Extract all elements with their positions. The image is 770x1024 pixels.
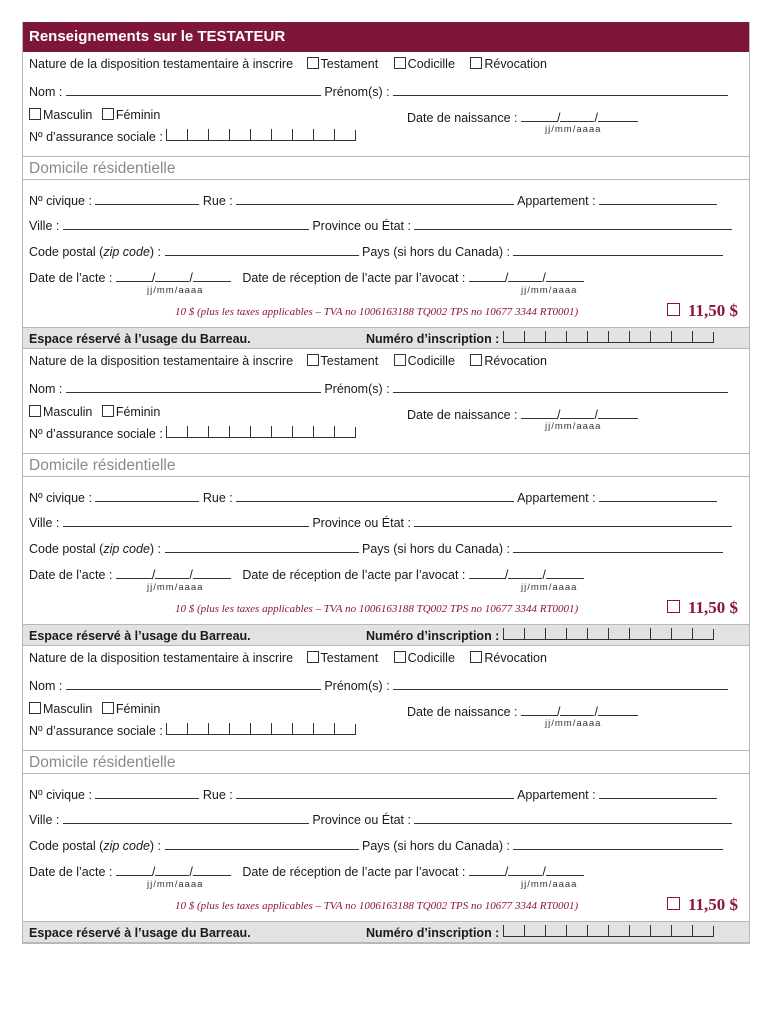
price-label: 11,50 $ (688, 895, 739, 914)
act-dates-row: Date de l’acte : / / Date de réception de l’acte par l’avocat : / / (29, 268, 749, 285)
postal-row (29, 539, 749, 556)
postal-row (29, 836, 749, 853)
prenom-label: Prénom(s) : (324, 679, 390, 693)
reserved-bar (23, 921, 749, 943)
inscription-group (366, 328, 714, 350)
naissance-label: Date de naissance : (407, 111, 518, 125)
naissance-month[interactable] (560, 702, 594, 716)
zip-code-label: zip code (103, 245, 150, 259)
civique-label: Nº civique : (29, 491, 92, 505)
rue-label: Rue : (202, 491, 233, 505)
acte-day[interactable] (116, 268, 152, 282)
fee-checkbox[interactable] (667, 897, 680, 910)
ville-label: Ville : (29, 219, 60, 233)
city-row (29, 810, 749, 827)
inscription-field[interactable] (503, 629, 714, 643)
pays-label: Pays (si hors du Canada) : (362, 245, 510, 259)
feminin-label: Féminin (115, 108, 161, 122)
nature-label: Nature de la disposition testamentaire à inscrire (29, 57, 294, 71)
naissance-group: Date de naissance : / / (407, 702, 638, 719)
ville-label: Ville : (29, 813, 60, 827)
date-acte-label: Date de l’acte : (29, 865, 113, 879)
date-acte-label: Date de l’acte : (29, 271, 113, 285)
nom-label: Nom : (29, 679, 63, 693)
naissance-month[interactable] (560, 108, 594, 122)
fee-checkbox[interactable] (667, 303, 680, 316)
appartement-field[interactable] (599, 488, 717, 502)
price-label: 11,50 $ (688, 301, 739, 320)
reception-day[interactable] (469, 565, 505, 579)
nas-field[interactable] (166, 724, 356, 738)
ville-field[interactable] (63, 216, 309, 230)
province-label: Province ou État : (312, 516, 411, 530)
code-postal-suffix: ) : (149, 245, 162, 259)
naissance-year[interactable] (598, 405, 638, 419)
masculin-checkbox[interactable] (29, 108, 41, 120)
testament-checkbox[interactable] (307, 651, 319, 663)
inscription-label: Numéro d’inscription : (366, 629, 500, 643)
pays-field[interactable] (513, 539, 723, 553)
naissance-label: Date de naissance : (407, 705, 518, 719)
codicille-checkbox[interactable] (394, 57, 406, 69)
reception-year[interactable] (546, 268, 584, 282)
inscription-group (366, 922, 714, 944)
nas-field[interactable] (166, 130, 356, 144)
reception-hint: jj/mm/aaaa (521, 879, 578, 890)
act-dates-row: Date de l’acte : / / Date de réception de l’acte par l’avocat : / / (29, 565, 749, 582)
nom-field[interactable] (66, 379, 321, 393)
testator-section-2 (23, 349, 749, 646)
naissance-day[interactable] (521, 405, 557, 419)
pays-label: Pays (si hors du Canada) : (362, 542, 510, 556)
date-reception-label: Date de réception de l’acte par l’avocat : (242, 568, 466, 582)
province-label: Province ou État : (312, 813, 411, 827)
rue-field[interactable] (236, 488, 514, 502)
pays-field[interactable] (513, 836, 723, 850)
nas-row (29, 129, 749, 144)
civique-label: Nº civique : (29, 194, 92, 208)
pays-label: Pays (si hors du Canada) : (362, 839, 510, 853)
fee-note: 10 $ (plus les taxes applicables – TVA no 1006163188 TQ002 TPS no 10677 3344 RT0001) (175, 900, 579, 912)
testament-label: Testament (320, 354, 379, 368)
reception-month[interactable] (508, 565, 542, 579)
nature-label: Nature de la disposition testamentaire à inscrire (29, 651, 294, 665)
zip-code-label: zip code (103, 839, 150, 853)
reception-month[interactable] (508, 862, 542, 876)
reception-hint: jj/mm/aaaa (521, 582, 578, 593)
nom-field[interactable] (66, 676, 321, 690)
code-postal-field[interactable] (165, 836, 359, 850)
civique-label: Nº civique : (29, 788, 92, 802)
rue-label: Rue : (202, 788, 233, 802)
code-postal-suffix: ) : (149, 542, 162, 556)
naissance-day[interactable] (521, 702, 557, 716)
act-dates-row: Date de l’acte : / / Date de réception de l’acte par l’avocat : / / (29, 862, 749, 879)
testament-checkbox[interactable] (307, 354, 319, 366)
date-reception-label: Date de réception de l’acte par l’avocat : (242, 865, 466, 879)
price (667, 895, 738, 915)
address-row (29, 785, 749, 802)
postal-row (29, 242, 749, 259)
rue-label: Rue : (202, 194, 233, 208)
testament-label: Testament (320, 57, 379, 71)
testator-section-1 (23, 52, 749, 349)
province-field[interactable] (414, 216, 732, 230)
pays-field[interactable] (513, 242, 723, 256)
testator-section-3 (23, 646, 749, 943)
price-label: 11,50 $ (688, 598, 739, 617)
reserved-label: Espace réservé à l’usage du Barreau. (29, 629, 251, 643)
city-row (29, 216, 749, 233)
name-row (29, 379, 749, 396)
naissance-day[interactable] (521, 108, 557, 122)
testament-checkbox[interactable] (307, 57, 319, 69)
nature-row (29, 354, 749, 368)
revocation-checkbox[interactable] (470, 57, 482, 69)
reception-month[interactable] (508, 268, 542, 282)
nas-label: Nº d’assurance sociale : (29, 724, 163, 738)
appartement-field[interactable] (599, 785, 717, 799)
sex-row (29, 108, 749, 125)
codicille-label: Codicille (407, 651, 455, 665)
appartement-label: Appartement : (517, 491, 596, 505)
prenom-field[interactable] (393, 676, 728, 690)
nature-row (29, 651, 749, 665)
masculin-label: Masculin (43, 405, 93, 419)
date-reception-label: Date de réception de l’acte par l’avocat : (242, 271, 466, 285)
code-postal-label: Code postal ( (29, 245, 104, 259)
masculin-label: Masculin (43, 108, 93, 122)
codicille-label: Codicille (407, 354, 455, 368)
rue-field[interactable] (236, 785, 514, 799)
prenom-field[interactable] (393, 82, 728, 96)
inscription-label: Numéro d’inscription : (366, 332, 500, 346)
codicille-checkbox[interactable] (394, 651, 406, 663)
price (667, 301, 738, 321)
appartement-field[interactable] (599, 191, 717, 205)
province-field[interactable] (414, 810, 732, 824)
name-row (29, 82, 749, 99)
reserved-bar (23, 327, 749, 349)
naissance-year[interactable] (598, 702, 638, 716)
masculin-checkbox[interactable] (29, 702, 41, 714)
naissance-group: Date de naissance : / / (407, 405, 638, 422)
reserved-bar (23, 624, 749, 646)
naissance-hint: jj/mm/aaaa (545, 124, 602, 135)
inscription-field[interactable] (503, 926, 714, 940)
appartement-label: Appartement : (517, 788, 596, 802)
feminin-checkbox[interactable] (102, 405, 114, 417)
acte-hint: jj/mm/aaaa (147, 285, 204, 296)
acte-hint: jj/mm/aaaa (147, 582, 204, 593)
form-header: Renseignements sur le TESTATEUR (23, 22, 749, 52)
acte-hint: jj/mm/aaaa (147, 879, 204, 890)
reserved-label: Espace réservé à l’usage du Barreau. (29, 926, 251, 940)
nas-label: Nº d’assurance sociale : (29, 427, 163, 441)
sex-row (29, 702, 749, 719)
nom-field[interactable] (66, 82, 321, 96)
reception-year[interactable] (546, 862, 584, 876)
domicile-heading: Domicile résidentielle (23, 453, 749, 477)
codicille-label: Codicille (407, 57, 455, 71)
city-row (29, 513, 749, 530)
domicile-heading: Domicile résidentielle (23, 156, 749, 180)
address-row (29, 191, 749, 208)
reception-year[interactable] (546, 565, 584, 579)
reception-day[interactable] (469, 862, 505, 876)
fee-note: 10 $ (plus les taxes applicables – TVA no 1006163188 TQ002 TPS no 10677 3344 RT0001) (175, 603, 579, 615)
acte-month[interactable] (155, 268, 189, 282)
inscription-field[interactable] (503, 332, 714, 346)
acte-year[interactable] (193, 862, 231, 876)
nature-label: Nature de la disposition testamentaire à inscrire (29, 354, 294, 368)
reception-day[interactable] (469, 268, 505, 282)
feminin-label: Féminin (115, 702, 161, 716)
feminin-checkbox[interactable] (102, 702, 114, 714)
reserved-label: Espace réservé à l’usage du Barreau. (29, 332, 251, 346)
masculin-checkbox[interactable] (29, 405, 41, 417)
fee-note: 10 $ (plus les taxes applicables – TVA no 1006163188 TQ002 TPS no 10677 3344 RT0001) (175, 306, 579, 318)
feminin-label: Féminin (115, 405, 161, 419)
feminin-checkbox[interactable] (102, 108, 114, 120)
code-postal-label: Code postal ( (29, 542, 104, 556)
prenom-field[interactable] (393, 379, 728, 393)
ville-label: Ville : (29, 516, 60, 530)
ville-field[interactable] (63, 810, 309, 824)
nas-row (29, 723, 749, 738)
code-postal-field[interactable] (165, 242, 359, 256)
testament-label: Testament (320, 651, 379, 665)
nas-field[interactable] (166, 427, 356, 441)
codicille-checkbox[interactable] (394, 354, 406, 366)
revocation-label: Révocation (484, 354, 547, 368)
code-postal-field[interactable] (165, 539, 359, 553)
testator-form (22, 22, 750, 944)
civique-field[interactable] (95, 785, 199, 799)
acte-day[interactable] (116, 565, 152, 579)
province-field[interactable] (414, 513, 732, 527)
nom-label: Nom : (29, 382, 63, 396)
ville-field[interactable] (63, 513, 309, 527)
revocation-checkbox[interactable] (470, 354, 482, 366)
appartement-label: Appartement : (517, 194, 596, 208)
acte-month[interactable] (155, 862, 189, 876)
sex-row (29, 405, 749, 422)
prenom-label: Prénom(s) : (324, 85, 390, 99)
civique-field[interactable] (95, 191, 199, 205)
fee-checkbox[interactable] (667, 600, 680, 613)
acte-year[interactable] (193, 268, 231, 282)
naissance-hint: jj/mm/aaaa (545, 718, 602, 729)
revocation-label: Révocation (484, 651, 547, 665)
nas-row (29, 426, 749, 441)
masculin-label: Masculin (43, 702, 93, 716)
date-acte-label: Date de l’acte : (29, 568, 113, 582)
naissance-group: Date de naissance : / / (407, 108, 638, 125)
revocation-checkbox[interactable] (470, 651, 482, 663)
revocation-label: Révocation (484, 57, 547, 71)
code-postal-suffix: ) : (149, 839, 162, 853)
reception-hint: jj/mm/aaaa (521, 285, 578, 296)
acte-day[interactable] (116, 862, 152, 876)
naissance-month[interactable] (560, 405, 594, 419)
price (667, 598, 738, 618)
naissance-hint: jj/mm/aaaa (545, 421, 602, 432)
zip-code-label: zip code (103, 542, 150, 556)
rue-field[interactable] (236, 191, 514, 205)
inscription-label: Numéro d’inscription : (366, 926, 500, 940)
nature-row (29, 57, 749, 71)
code-postal-label: Code postal ( (29, 839, 104, 853)
name-row (29, 676, 749, 693)
acte-year[interactable] (193, 565, 231, 579)
naissance-year[interactable] (598, 108, 638, 122)
naissance-label: Date de naissance : (407, 408, 518, 422)
acte-month[interactable] (155, 565, 189, 579)
nas-label: Nº d’assurance sociale : (29, 130, 163, 144)
civique-field[interactable] (95, 488, 199, 502)
domicile-heading: Domicile résidentielle (23, 750, 749, 774)
prenom-label: Prénom(s) : (324, 382, 390, 396)
address-row (29, 488, 749, 505)
nom-label: Nom : (29, 85, 63, 99)
inscription-group (366, 625, 714, 647)
province-label: Province ou État : (312, 219, 411, 233)
